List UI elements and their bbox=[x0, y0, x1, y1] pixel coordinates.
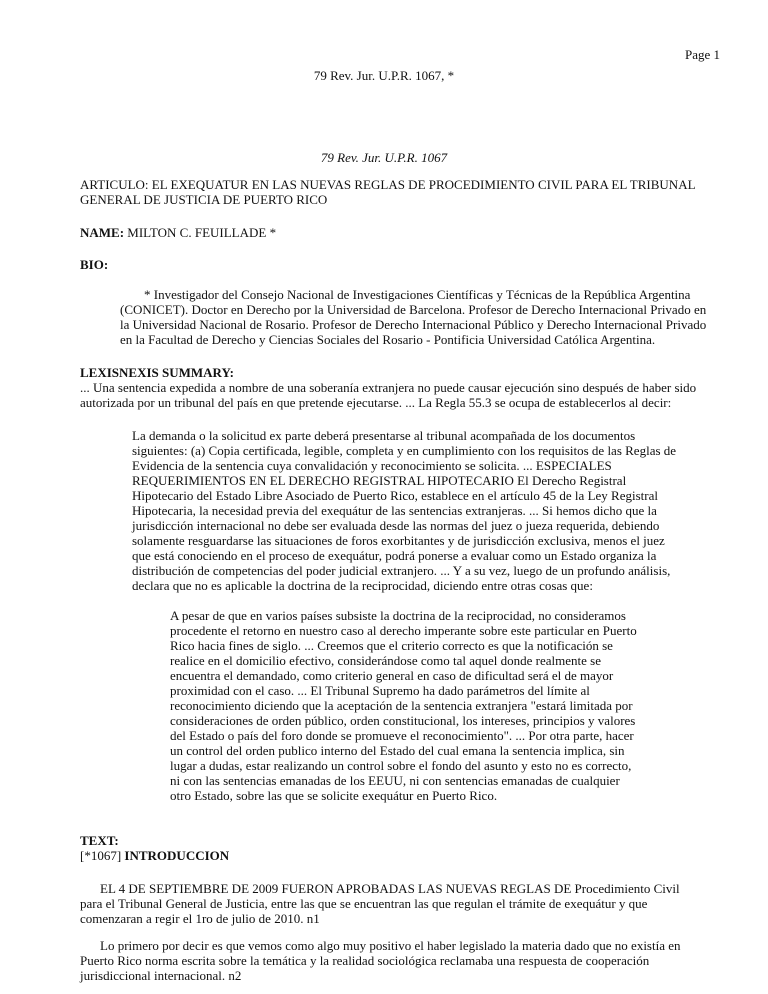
text-line: procedente el retorno en nuestro caso al derecho imperante sobre este particular en Puerto bbox=[170, 623, 637, 638]
text-label: TEXT: bbox=[80, 833, 119, 848]
text-line: en la Facultad de Derecho y Ciencias Sociales del Rosario - Pontificia Universidad Católica Argentina. bbox=[120, 332, 656, 347]
text-line: comenzaran a regir el 1ro de julio de 2010. n1 bbox=[80, 911, 320, 926]
document-body bbox=[80, 177, 740, 983]
text-line: Puerto Rico norma escrita sobre la temática y la realidad sociológica reclamaba una respuesta de cooperación bbox=[80, 953, 650, 968]
text-line: jurisdicción internacional no debe ser evaluada desde las normas del juez o jueza requerida, debiendo bbox=[132, 518, 660, 533]
article-title bbox=[80, 177, 740, 207]
section-heading: INTRODUCCION bbox=[124, 848, 230, 863]
text-line: del Estado o país del foro donde se promueve el reconocimiento". ... Por otra parte, hacer bbox=[170, 728, 634, 743]
text-line: (CONICET). Doctor en Derecho por la Universidad de Barcelona. Profesor de Derecho Internacional Privado en bbox=[120, 302, 707, 317]
text-line: otro Estado, sobre las que se solicite exequátur en Puerto Rico. bbox=[170, 788, 498, 803]
text-line: reconocimiento diciendo que la aceptación de la sentencia extranjera "estará limitada por bbox=[170, 698, 633, 713]
text-line: Rico hacia fines de siglo. ... Creemos que el criterio correcto es que la notificación se bbox=[170, 638, 613, 653]
text-line: distribución de competencias del poder judicial extranjero. ... Y a su vez, luego de un profundo análisis, bbox=[132, 563, 671, 578]
bio-label: BIO: bbox=[80, 257, 109, 272]
text-line: La demanda o la solicitud ex parte deberá presentarse al tribunal acompañada de los documentos bbox=[132, 428, 636, 443]
running-header: 79 Rev. Jur. U.P.R. 1067, * bbox=[313, 68, 455, 83]
text-line: ARTICULO: EL EXEQUATUR EN LAS NUEVAS REGLAS DE PROCEDIMIENTO CIVIL PARA EL TRIBUNAL bbox=[80, 177, 696, 192]
text-line: consideraciones de orden público, orden constitucional, los intereses, principios y valores bbox=[170, 713, 636, 728]
text-line: GENERAL DE JUSTICIA DE PUERTO RICO bbox=[80, 192, 328, 207]
text-line: siguientes: (a) Copia certificada, legible, completa y en cumplimiento con los requisitos de las Reglas de bbox=[132, 443, 677, 458]
text-line: Hipotecaria, la necesidad previa del exequátur de las sentencias extranjeras. ... Si hemos dicho que la bbox=[132, 503, 657, 518]
text-line: ni con las sentencias emanadas de los EEUU, ni con sentencias emanadas de cualquier bbox=[170, 773, 620, 788]
text-line: proximidad con el caso. ... El Tribunal Supremo ha dado parámetros del límite al bbox=[170, 683, 590, 698]
text-line: autorizada por un tribunal del país en que pretende ejecutarse. ... La Regla 55.3 se ocupa de establecerlos al decir: bbox=[80, 395, 672, 410]
text-line: REQUERIMIENTOS EN EL DERECHO REGISTRAL HIPOTECARIO El Derecho Registral bbox=[132, 473, 627, 488]
text-line: lugar a dudas, estar realizando un control sobre el fondo del asunto y esto no es correcto, bbox=[170, 758, 632, 773]
text-line: A pesar de que en varios países subsiste la doctrina de la reciprocidad, no consideramos bbox=[170, 608, 626, 623]
page-marker: [*1067] bbox=[80, 848, 125, 863]
text-line: realice en el domicilio efectivo, considerándose como tal aquel donde realmente se bbox=[170, 653, 601, 668]
text-line: EL 4 DE SEPTIEMBRE DE 2009 FUERON APROBADAS LAS NUEVAS REGLAS DE Procedimiento Civil bbox=[100, 881, 680, 896]
text-line: jurisdiccional internacional. n2 bbox=[80, 968, 242, 983]
text-line: declara que no es aplicable la doctrina de la reciprocidad, diciendo entre otras cosas que: bbox=[132, 578, 593, 593]
paragraph-2 bbox=[80, 938, 740, 983]
text-line: un control del orden publico interno del Estado del cual emana la sentencia implica, sin bbox=[170, 743, 625, 758]
text-line: ... Una sentencia expedida a nombre de una soberanía extranjera no puede causar ejecución sino después de haber sido bbox=[80, 380, 697, 395]
text-line: encuentra el demandado, como criterio general en caso de dificultad será el de mayor bbox=[170, 668, 614, 683]
summary-quote bbox=[132, 428, 740, 593]
text-line: Hipotecario del Estado Libre Asociado de Puerto Rico, establece en el artículo 45 de la Ley Registral bbox=[132, 488, 658, 503]
author-line bbox=[80, 225, 740, 240]
summary-text bbox=[80, 380, 740, 410]
text-line: la Universidad Nacional de Rosario. Profesor de Derecho Internacional Público y Derecho Internacional Privado bbox=[120, 317, 707, 332]
summary-label: LEXISNEXIS SUMMARY: bbox=[80, 365, 235, 380]
bio-text bbox=[120, 287, 740, 347]
text-line: * Investigador del Consejo Nacional de Investigaciones Científicas y Técnicas de la República Argentina bbox=[144, 287, 691, 302]
paragraph-1 bbox=[80, 881, 740, 926]
text-line: solamente resguardarse las situaciones de foros exorbitantes y de jurisdicción exclusiva, menos el juez bbox=[132, 533, 665, 548]
citation: 79 Rev. Jur. U.P.R. 1067 bbox=[320, 150, 448, 165]
name-label: NAME: bbox=[80, 225, 125, 240]
text-line: Lo primero por decir es que vemos como algo muy positivo el haber legislado la materia dado que no existía en bbox=[100, 938, 681, 953]
text-line: para el Tribunal General de Justicia, entre las que se encuentran las que regulan el trámite de exequátur y que bbox=[80, 896, 648, 911]
page-number: Page 1 bbox=[684, 47, 720, 62]
nested-quote bbox=[170, 608, 740, 803]
section-heading-line bbox=[80, 848, 740, 863]
text-line: Evidencia de la sentencia cuya convalidación y reconocimiento se solicita. ... ESPECIALES bbox=[132, 458, 612, 473]
author-name: MILTON C. FEUILLADE * bbox=[124, 225, 277, 240]
text-line: que está conociendo en el proceso de exequátur, podrá ponerse a evaluar como un Estado organiza la bbox=[132, 548, 657, 563]
